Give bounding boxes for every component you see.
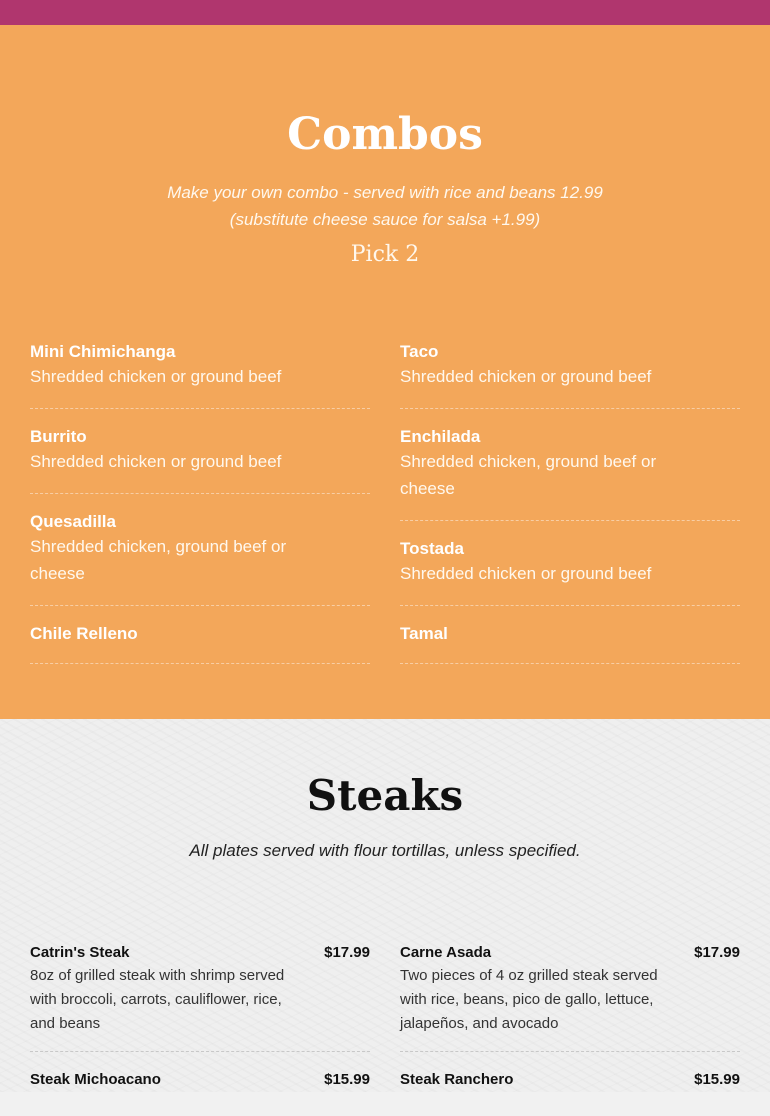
steaks-title: Steaks — [306, 771, 464, 820]
steak-item-price: $17.99 — [324, 944, 370, 961]
combos-description — [0, 179, 770, 233]
combo-item-description: Shredded chicken or ground beef — [30, 367, 282, 386]
steak-item — [30, 1069, 370, 1099]
combos-right-column — [400, 341, 740, 681]
steak-item-price: $15.99 — [694, 1071, 740, 1088]
combo-item-description: Shredded chicken, ground beef or cheese — [30, 537, 287, 583]
steaks-section — [0, 719, 770, 1092]
steak-item — [400, 1069, 740, 1099]
combo-item-name: Quesadilla — [30, 512, 116, 531]
combos-pick-label: Pick 2 — [350, 242, 420, 267]
combos-left-column — [30, 341, 370, 681]
combo-item — [30, 341, 370, 409]
combo-item-description: Shredded chicken or ground beef — [30, 452, 282, 471]
steak-item — [30, 942, 370, 1052]
combo-item-name: Taco — [400, 342, 439, 361]
combo-item-name: Tostada — [400, 539, 464, 558]
combo-item-description: Shredded chicken or ground beef — [400, 367, 652, 386]
combo-item — [30, 426, 370, 494]
combo-item — [400, 341, 740, 409]
combos-description-line1: Make your own combo - served with rice and beans 12.99 — [167, 183, 603, 202]
combo-item-description: Shredded chicken, ground beef or cheese — [400, 452, 657, 498]
combos-title: Combos — [287, 109, 483, 160]
steaks-right-column — [400, 942, 740, 1116]
combo-item — [30, 623, 370, 664]
steak-item-name: Carne Asada — [400, 944, 492, 961]
combos-section — [0, 25, 770, 719]
combo-item — [400, 538, 740, 606]
steak-item-description: 8oz of grilled steak with shrimp served with broccoli, carrots, cauliflower, rice, and beans — [30, 967, 285, 1032]
steak-item-name: Catrin's Steak — [30, 944, 130, 961]
combo-item — [30, 511, 370, 606]
combo-item — [400, 623, 740, 664]
steaks-description: All plates served with flour tortillas, unless specified. — [189, 841, 581, 860]
combo-item-description: Shredded chicken or ground beef — [400, 564, 652, 583]
steak-item-description: Two pieces of 4 oz grilled steak served with rice, beans, pico de gallo, lettuce, jalapeños, and avocado — [400, 967, 658, 1032]
combo-item — [400, 426, 740, 521]
steak-item-name: Steak Ranchero — [400, 1071, 514, 1088]
steak-item — [400, 942, 740, 1052]
combo-item-name: Enchilada — [400, 427, 481, 446]
combo-item-name: Tamal — [400, 624, 448, 643]
steaks-left-column — [30, 942, 370, 1116]
combo-item-name: Burrito — [30, 427, 87, 446]
steak-item-price: $17.99 — [694, 944, 740, 961]
steak-item-price: $15.99 — [324, 1071, 370, 1088]
steak-item-name: Steak Michoacano — [30, 1071, 161, 1088]
combo-item-name: Mini Chimichanga — [30, 342, 176, 361]
top-band — [0, 0, 770, 25]
combo-item-name: Chile Relleno — [30, 624, 138, 643]
combos-description-line2: (substitute cheese sauce for salsa +1.99) — [229, 210, 541, 229]
